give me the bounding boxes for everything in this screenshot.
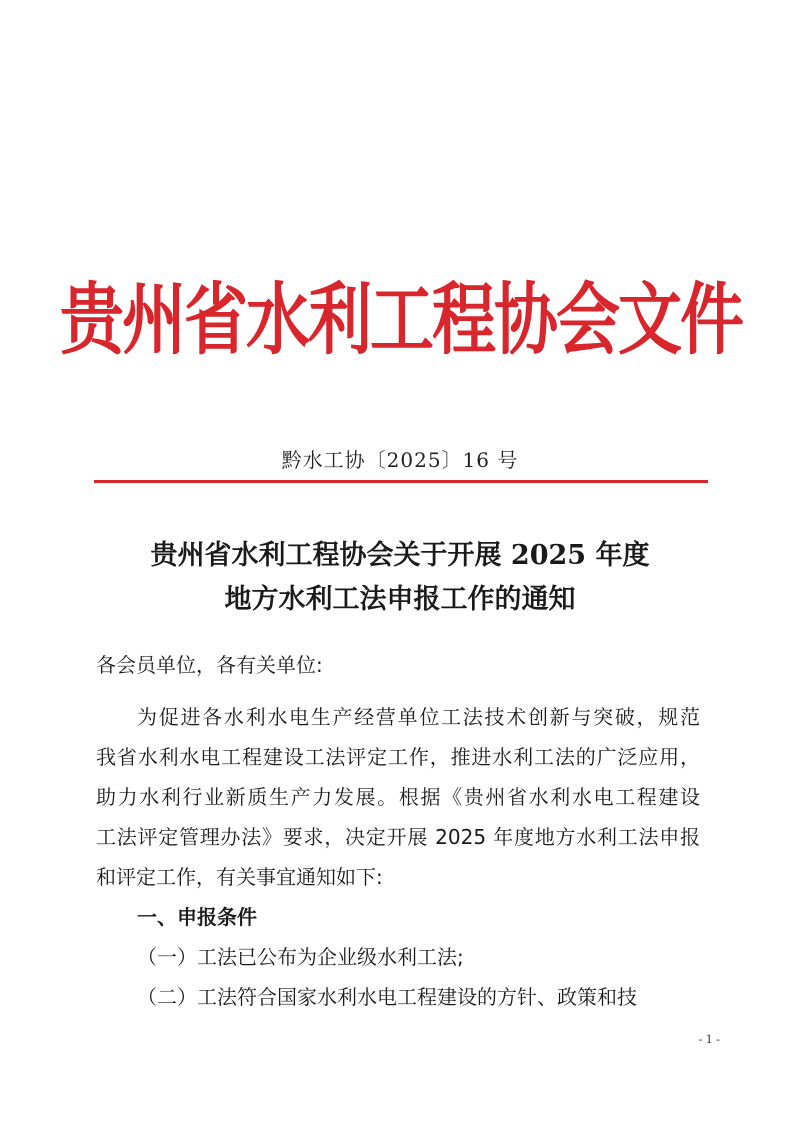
paragraph-line: 为促进各水利水电生产经营单位工法技术创新与突破，规范 bbox=[137, 705, 700, 729]
section-heading: 一、申报条件 bbox=[137, 905, 257, 929]
paragraph-line: 助力水利行业新质生产力发展。根据《贵州省水利水电工程建设 bbox=[96, 785, 700, 809]
page-number: - 1 - bbox=[698, 1033, 720, 1046]
salutation: 各会员单位，各有关单位: bbox=[96, 653, 323, 677]
paragraph-line: 和评定工作，有关事宜通知如下: bbox=[96, 865, 383, 889]
notice-title-line-2: 地方水利工法申报工作的通知 bbox=[224, 584, 576, 615]
list-item: （一）工法已公布为企业级水利工法; bbox=[137, 945, 464, 969]
masthead-title: 贵州省水利工程协会文件 bbox=[60, 275, 742, 366]
notice-title-line-1: 贵州省水利工程协会关于开展 2025 年度 bbox=[150, 540, 650, 571]
paragraph-line: 我省水利水电工程建设工法评定工作，推进水利工法的广泛应用， bbox=[96, 745, 700, 769]
document-number: 黔水工协〔2025〕16 号 bbox=[281, 448, 519, 472]
list-item: （二）工法符合国家水利水电工程建设的方针、政策和技 bbox=[137, 985, 637, 1009]
red-divider-line bbox=[94, 480, 708, 483]
paragraph-line: 工法评定管理办法》要求，决定开展 2025 年度地方水利工法申报 bbox=[96, 825, 700, 849]
